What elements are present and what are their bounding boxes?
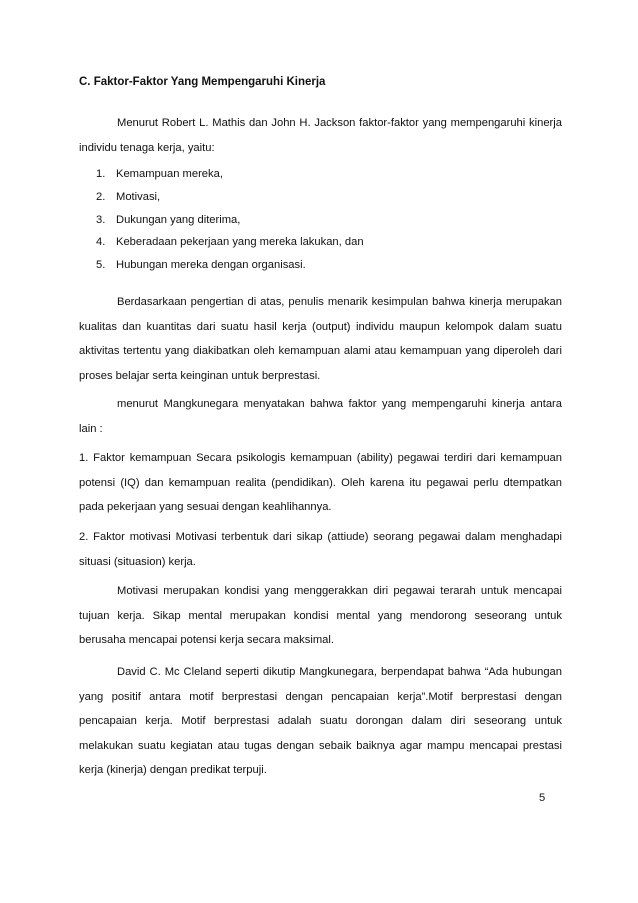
motivation-definition-paragraph: Motivasi merupakan kondisi yang menggerakkan diri pegawai terarah untuk mencapai tujuan kerja. Sikap mental merupakan kondisi mental yang mendorong seseorang untuk berusaha mencapai potensi kerja secara maksimal. [79,585,562,646]
conclusion-paragraph: Berdasarkaan pengertian di atas, penulis menarik kesimpulan bahwa kinerja merupakan kualitas dan kuantitas dari suatu hasil kerja (output) individu maupun kelompok dalam suatu aktivitas tertentu yang diakibatkan oleh kemampuan alami atau kemampuan yang diperoleh dari proses belajar serta keinginan untuk berprestasi. [79,296,562,382]
section-heading: C. Faktor-Faktor Yang Mempengaruhi Kinerja [79,76,326,88]
intro-paragraph: Menurut Robert L. Mathis dan John H. Jackson faktor-faktor yang mempengaruhi kinerja individu tenaga kerja, yaitu: [79,117,562,154]
list-item [96,163,364,186]
list-item-text: Kemampuan mereka, [116,168,223,180]
list-item-number: 5. [96,259,106,272]
list-item-number: 4. [96,236,106,249]
ability-factor-paragraph: 1. Faktor kemampuan Secara psikologis kemampuan (ability) pegawai terdiri dari kemampuan potensi (IQ) dan kemampuan realita (pendidikan). Oleh karena itu pegawai perlu dtempatkan pada pekerjaan yang sesuai dengan keahlihannya. [79,452,562,513]
list-item-number: 1. [96,168,106,180]
factor-list [96,163,364,277]
list-item [96,186,364,209]
mangkunegara-paragraph: menurut Mangkunegara menyatakan bahwa faktor yang mempengaruhi kinerja antara lain : [79,398,562,435]
list-item-number: 3. [96,213,106,226]
list-item-text: Keberadaan pekerjaan yang mereka lakukan, dan [116,236,364,249]
list-item-text: Motivasi, [116,190,161,203]
list-item-text: Dukungan yang diterima, [116,213,241,226]
list-item [96,231,364,254]
motivation-factor-paragraph: 2. Faktor motivasi Motivasi terbentuk dari sikap (attiude) seorang pegawai dalam menghadapi situasi (situasion) kerja. [79,531,562,568]
list-item-number: 2. [96,190,106,203]
list-item-text: Hubungan mereka dengan organisasi. [116,259,306,272]
list-item [96,209,364,232]
list-item [96,254,364,277]
page-number: 5 [539,792,546,804]
mcclelland-paragraph: David C. Mc Cleland seperti dikutip Mangkunegara, berpendapat bahwa “Ada hubungan yang positif antara motif berprestasi dengan pencapaian kerja”.Motif berprestasi dengan pencapaian kerja. Motif berprestasi adalah suatu dorongan dalam diri seseorang untuk melakukan suatu kegiatan atau tugas dengan sebaik baiknya agar mampu mencapai prestasi kerja (kinerja) dengan predikat terpuji. [79,666,562,776]
